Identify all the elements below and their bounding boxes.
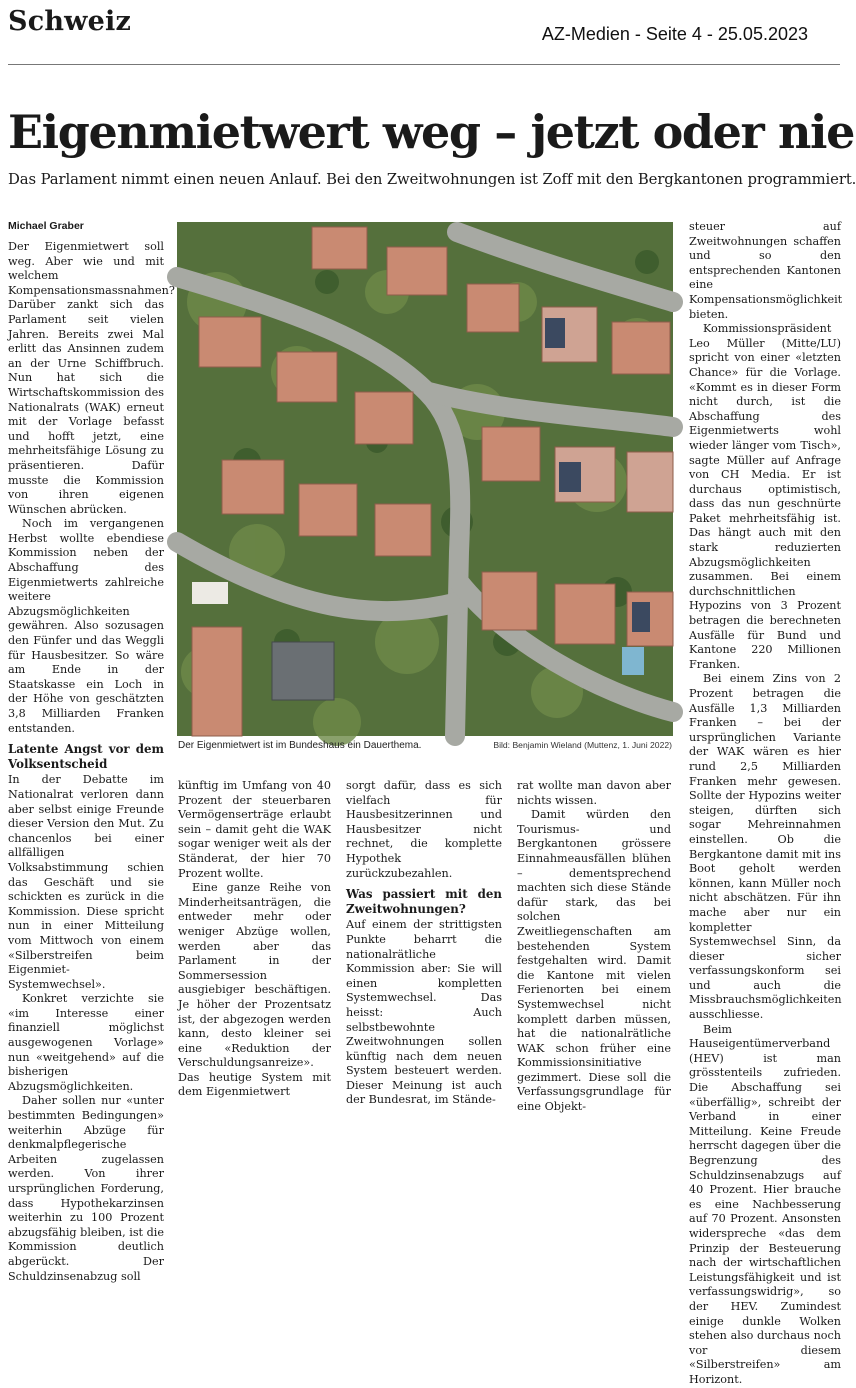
byline: Michael Graber [8,220,84,232]
body-column-2 [178,779,331,1099]
aerial-photo [177,222,673,736]
publication-meta: AZ-Medien - Seite 4 - 25.05.2023 [541,24,808,44]
paragraph: Bei einem Zins von 2 Prozent betragen die Ausfälle 1,3 Milliarden Franken – bei der ursprünglichen Variante der WAK wären es hier rund 2,5 Milliarden Franken mehr gewesen. Sollte der Hypozins weiter steigen, dürften sich sogar Mehreinnahmen einstellen. Ob die Bergkantone damit mit ins Boot geholt werden können, kann Müller noch nicht abschätzen. Für ihn mache aber nur ein kompletter Systemwechsel Sinn, da dieser sicher verfassungskonform sei und auch die Missbrauchsmöglichkeiten ausschliesse. [689,672,842,1022]
paragraph: Eine ganze Reihe von Minderheitsanträgen, die entweder mehr oder weniger Abzüge wollen, werden aber das Parlament in der Sommersession ausgiebiger beschäftigen. Je höher der Prozentsatz ist, der abgezogen werden kann, desto kleiner sei eine «Reduktion der Verschuldungsanreize». Das heutige System mit dem Eigenmietwert [178,881,331,1099]
paragraph: Damit würden den Tourismus- und Bergkantonen grössere Einnahmeausfällen blühen – dementsprechend machten sich diese Stände dafür stark, das bei solchen Zweitliegenschaften am bestehenden System festgehalten wird. Damit die Kantone mit vielen Ferienorten bei einem Systemwechsel nicht komplett darben müssen, hat die nationalrätliche WAK schon früher eine Kommissionsinitiative gezimmert. Diese soll die Verfassungsgrundlage für eine Objekt- [517,808,671,1114]
paragraph: rat wollte man davon aber nichts wissen. [517,779,671,807]
body-column-1 [8,240,175,1283]
header-divider [8,64,840,65]
paragraph: sorgt dafür, dass es sich vielfach für Hausbesitzerinnen und Hausbesitzer nicht rechnet, die komplette Hypothek zurückzubezahlen. [346,779,502,880]
section-title: Schweiz [8,6,131,37]
paragraph: Konkret verzichte sie «im Interesse einer finanziell möglichst ausgewogenen Vorlage» nun «weitgehend» auf die bisherigen Abzugsmöglichkeiten. [8,992,164,1093]
paragraph: In der Debatte im Nationalrat verloren dann aber selbst einige Freunde dieser Version den Mut. Zu chancenlos bei einer allfälligen Volksabstimmung schien das Geschäft und sie schickten es zurück in die Kommission. Diese spricht nun in einer Mitteilung vom Mittwoch von einem «Silberstreifen beim Eigenmiet-Systemwechsel». [8,773,164,991]
paragraph: Kommissionspräsident Leo Müller (Mitte/LU) spricht von einer «letzten Chance» für die Vorlage. «Kommt es in dieser Form nicht durch, ist die Abschaffung des Eigenmietwerts wohl wieder länger vom Tisch», sagte Müller auf Anfrage von CH Media. Er ist durchaus optimistisch, dass das nun geschnürte Paket mehrheitsfähig ist. Das hängt auch mit den stark reduzierten Abzugsmöglichkeiten zusammen. Bei einem durchschnittlichen Hypozins von 3 Prozent betragen die berechneten Ausfälle für Bund und Kantone 220 Millionen Franken. [689,322,841,671]
photo-caption: Der Eigenmietwert ist im Bundeshaus ein Dauerthema. [178,740,422,751]
body-column-3 [346,779,502,1107]
headline: Eigenmietwert weg – jetzt oder nie [8,105,854,159]
paragraph: Noch im vergangenen Herbst wollte ebendiese Kommission neben der Abschaffung des Eigenmietwerts zahlreiche weitere Abzugsmöglichkeiten gewähren. Also sozusagen den Fünfer und das Weggli für Hausbesitzer. So wäre am Ende in der Staatskasse ein Loch in der Höhe von geschätzten 3,8 Milliarden Franken entstanden. [8,517,164,735]
paragraph: Daher sollen nur «unter bestimmten Bedingungen» weiterhin Abzüge für denkmalpflegerische Arbeiten zugelassen werden. Von ihrer ursprünglichen Forderung, dass Hypothekarzinsen weiterhin zu 100 Prozent abzugsfähig bleiben, ist die Kommission deutlich abgerückt. Der Schuldzinsenabzug soll [8,1094,164,1283]
paragraph: Auf einem der strittigsten Punkte beharrt die nationalrätliche Kommission aber: Sie will einen kompletten Systemwechsel. Das heisst: Auch selbstbewohnte Zweitwohnungen sollen künftig nach dem neuen System besteuert werden. Dieser Meinung ist auch der Bundesrat, im Stände- [346,918,502,1107]
photo-credit: Bild: Benjamin Wieland (Muttenz, 1. Juni 2022) [493,740,672,750]
paragraph: steuer auf Zweitwohnungen schaffen und so den entsprechenden Kantonen eine Kompensationsmöglichkeit bieten. [689,220,843,321]
paragraph: künftig im Umfang von 40 Prozent der steuerbaren Vermögenserträge erlaubt sein – damit geht die WAK sogar weniger weit als der Ständerat, der hier 70 Prozent wollte. [178,779,331,880]
body-column-4 [517,779,671,1114]
paragraph: Beim Hauseigentümerverband (HEV) ist man grösstenteils zufrieden. Die Abschaffung sei «überfällig», schreibt der Verband in einer Mitteilung. Keine Freude herrscht dagegen über die Begrenzung des Schuldzinsenabzugs auf 40 Prozent. Hier brauche es eine Nachbesserung auf 70 Prozent. Ansonsten widerspreche «das dem Prinzip der Besteuerung nach der wirtschaftlichen Leistungsfähigkeit und ist verfassungswidrig», so der HEV. Zumindest einige dunkle Wolken stehen also durchaus noch vor diesem «Silberstreifen» am Horizont. [689,1022,841,1386]
subheading: Was passiert mit den Zweitwohnungen? [346,887,502,916]
paragraph: Der Eigenmietwert soll weg. Aber wie und mit welchem Kompensationsmassnahmen? Darüber zankt sich das Parlament seit vielen Jahren. Bereits zwei Mal erlitt das Ansinnen zudem an der Urne Schiffbruch. Nun hat sich die Wirtschaftskommission des Nationalrats (WAK) erneut mit der Vorlage befasst und hofft jetzt, eine mehrheitsfähige Lösung zu präsentieren. Dafür musste die Kommission von ihren eigenen Wünschen abrücken. [8,240,175,516]
body-column-5 [689,220,843,1386]
subheading: Latente Angst vor dem Volksentscheid [8,742,164,771]
aerial-neighborhood-image [177,222,673,736]
subtitle: Das Parlament nimmt einen neuen Anlauf. Bei den Zweitwohnungen ist Zoff mit den Bergkantonen programmiert. [8,171,856,188]
